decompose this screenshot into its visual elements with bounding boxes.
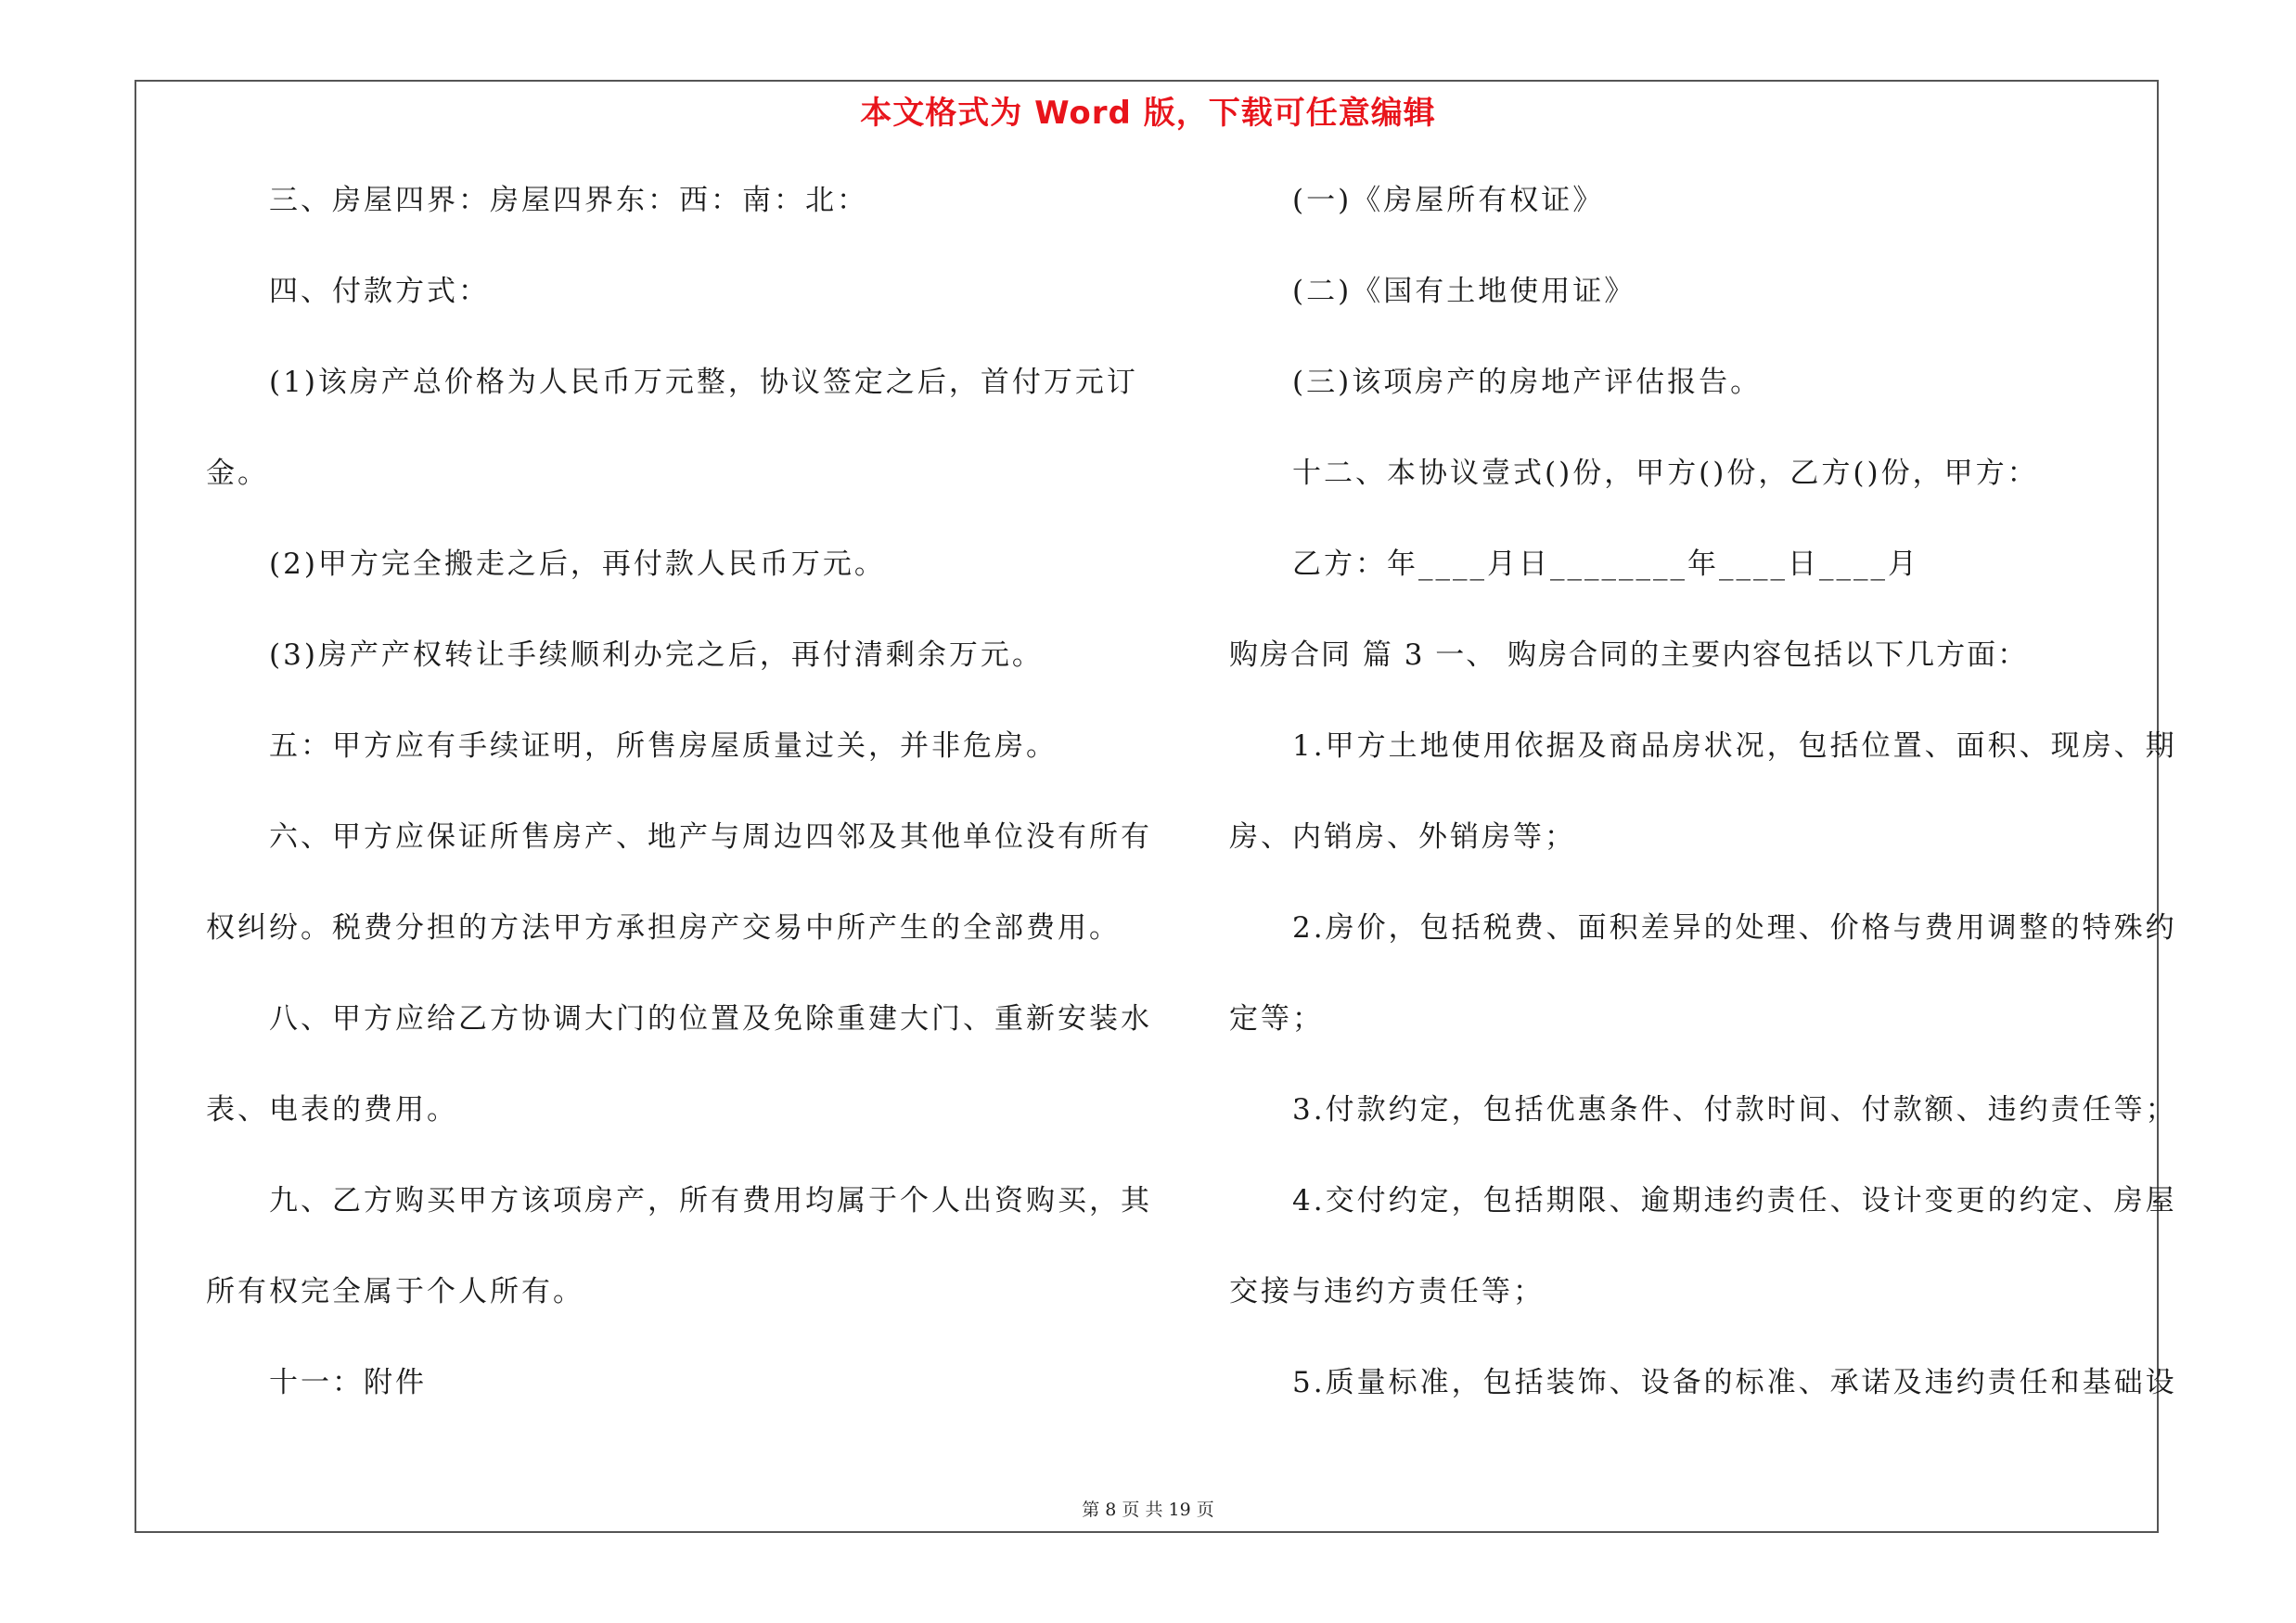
paragraph-line: 六、甲方应保证所售房产、地产与周边四邻及其他单位没有所有 bbox=[269, 820, 1152, 854]
paragraph-line: 3.付款约定，包括优惠条件、付款时间、付款额、违约责任等； bbox=[1292, 1093, 2177, 1127]
paragraph-line: 所有权完全属于个人所有。 bbox=[206, 1275, 584, 1308]
paragraph-line: (1)该房产总价格为人民币万元整，协议签定之后，首付万元订 bbox=[269, 366, 1138, 399]
paragraph-line: 八、甲方应给乙方协调大门的位置及免除重建大门、重新安装水 bbox=[269, 1002, 1152, 1036]
paragraph-line: (2)甲方完全搬走之后，再付款人民币万元。 bbox=[269, 547, 886, 581]
paragraph-line: 5.质量标准，包括装饰、设备的标准、承诺及违约责任和基础设 bbox=[1292, 1366, 2177, 1399]
paragraph-line: 乙方：年____月日________年____日____月 bbox=[1292, 547, 1919, 581]
paragraph-line: 五：甲方应有手续证明，所售房屋质量过关，并非危房。 bbox=[269, 729, 1058, 763]
paragraph-line: 三、房屋四界：房屋四界东：西：南：北： bbox=[269, 184, 868, 217]
paragraph-line: 九、乙方购买甲方该项房产，所有费用均属于个人出资购买，其 bbox=[269, 1184, 1152, 1217]
paragraph-line: (二)《国有土地使用证》 bbox=[1292, 275, 1636, 308]
paragraph-line: 4.交付约定，包括期限、逾期违约责任、设计变更的约定、房屋 bbox=[1292, 1184, 2177, 1217]
page-number-footer: 第 8 页 共 19 页 bbox=[1082, 1500, 1214, 1520]
paragraph-line: 表、电表的费用。 bbox=[206, 1093, 458, 1127]
paragraph-line: (三)该项房产的房地产评估报告。 bbox=[1292, 366, 1763, 399]
paragraph-line: 权纠纷。税费分担的方法甲方承担房产交易中所产生的全部费用。 bbox=[206, 911, 1121, 945]
paragraph-line: 交接与违约方责任等； bbox=[1229, 1275, 1545, 1308]
paragraph-line: 金。 bbox=[206, 457, 269, 490]
paragraph-line: 定等； bbox=[1229, 1002, 1324, 1036]
paragraph-line: 四、付款方式： bbox=[269, 275, 490, 308]
paragraph-line: 房、内销房、外销房等； bbox=[1229, 820, 1576, 854]
section-heading-line: 购房合同 篇 3 一、 购房合同的主要内容包括以下几方面： bbox=[1229, 638, 2029, 672]
paragraph-line: (一)《房屋所有权证》 bbox=[1292, 184, 1605, 217]
paragraph-line: 1.甲方土地使用依据及商品房状况，包括位置、面积、现房、期 bbox=[1292, 729, 2177, 763]
paragraph-line: (3)房产产权转让手续顺利办完之后，再付清剩余万元。 bbox=[269, 638, 1044, 672]
paragraph-line: 2.房价，包括税费、面积差异的处理、价格与费用调整的特殊约 bbox=[1292, 911, 2177, 945]
paragraph-line: 十二、本协议壹式()份，甲方()份，乙方()份，甲方： bbox=[1292, 457, 2039, 490]
paragraph-line: 十一：附件 bbox=[269, 1366, 427, 1399]
word-format-banner: 本文格式为 Word 版，下载可任意编辑 bbox=[860, 95, 1436, 132]
